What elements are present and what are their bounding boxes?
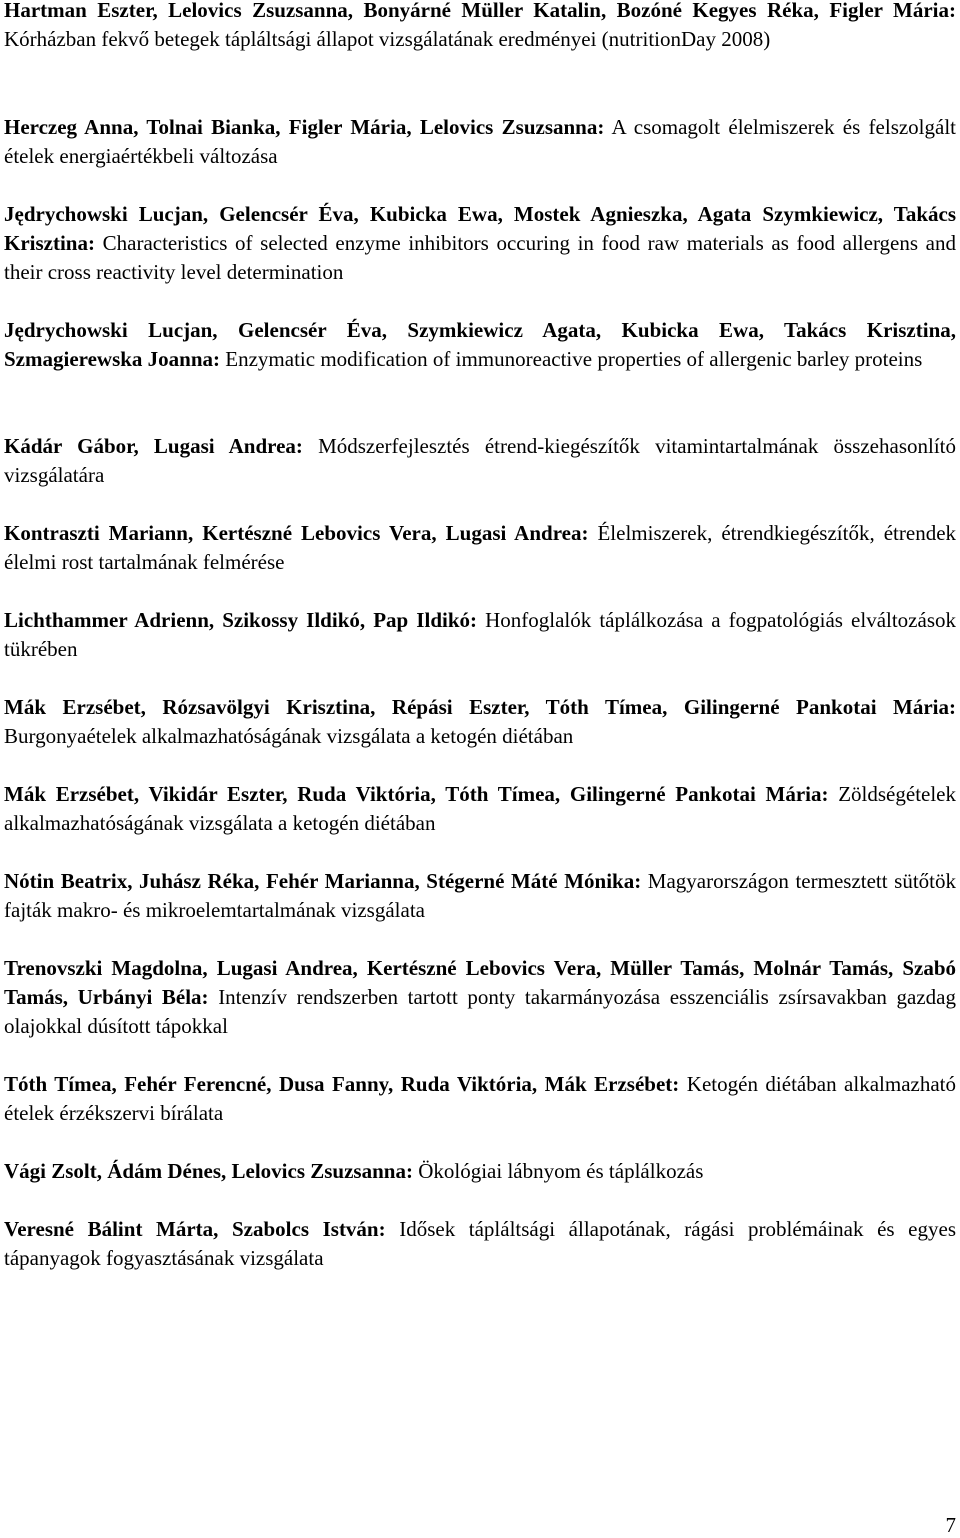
entry-title: Enzymatic modification of immunoreactive properties of allergenic barley proteins bbox=[225, 347, 923, 371]
entry-title: Élelmiszerek, étrendkiegészítők, étrendek élelmi rost tartalmának felmérése bbox=[4, 521, 957, 574]
page-number: 7 bbox=[945, 1513, 956, 1537]
list-item bbox=[4, 954, 956, 1041]
list-item bbox=[4, 867, 956, 925]
entry-authors: Kontraszti Mariann, Kertészné Lebovics Vera, Lugasi Andrea: bbox=[4, 521, 589, 545]
entry-title: Módszerfejlesztés étrend-kiegészítők vitamintartalmának összehasonlító vizsgálatára bbox=[4, 434, 956, 487]
entry-authors: Mák Erzsébet, Vikidár Eszter, Ruda Viktória, Tóth Tímea, Gilingerné Pankotai Mária: bbox=[4, 782, 829, 806]
list-item bbox=[4, 1070, 956, 1128]
list-item bbox=[4, 0, 956, 54]
list-item bbox=[4, 693, 956, 751]
entry-title: Burgonyaételek alkalmazhatóságának vizsgálata a ketogén diétában bbox=[4, 724, 574, 748]
list-item bbox=[4, 316, 956, 374]
entry-title: Ketogén diétában alkalmazható ételek érzékszervi bírálata bbox=[4, 1072, 957, 1125]
entry-title: Kórházban fekvő betegek tápláltsági állapot vizsgálatának eredményei (nutritionDay 2008) bbox=[4, 27, 771, 51]
list-item bbox=[4, 780, 956, 838]
entry-authors: Lichthammer Adrienn, Szikossy Ildikó, Pap Ildikó: bbox=[4, 608, 478, 632]
entry-authors: Mák Erzsébet, Rózsavölgyi Krisztina, Répási Eszter, Tóth Tímea, Gilingerné Pankotai Mária: bbox=[4, 695, 956, 719]
entry-title: Zöldségételek alkalmazhatóságának vizsgálata a ketogén diétában bbox=[4, 782, 957, 835]
entry-authors: Herczeg Anna, Tolnai Bianka, Figler Mária, Lelovics Zsuzsanna: bbox=[4, 115, 605, 139]
list-item bbox=[4, 432, 956, 490]
entry-title: Ökológiai lábnyom és táplálkozás bbox=[418, 1159, 704, 1183]
entry-title: Honfoglalók táplálkozása a fogpatológiás elváltozások tükrében bbox=[4, 608, 956, 661]
entry-authors: Nótin Beatrix, Juhász Réka, Fehér Marianna, Stégerné Máté Mónika: bbox=[4, 869, 642, 893]
entry-title: Idősek tápláltsági állapotának, rágási problémáinak és egyes tápanyagok fogyasztásának vizsgálata bbox=[4, 1217, 956, 1270]
entry-authors: Trenovszki Magdolna, Lugasi Andrea, Kertészné Lebovics Vera, Müller Tamás, Molnár Tamás, Szabó Tamás, Urbányi Béla: bbox=[4, 956, 956, 1009]
list-item bbox=[4, 1215, 956, 1273]
document-page bbox=[4, 0, 956, 1537]
entry-authors: Jędrychowski Lucjan, Gelencsér Éva, Kubicka Ewa, Mostek Agnieszka, Agata Szymkiewicz, Takács Krisztina: bbox=[4, 202, 956, 255]
entry-title: Magyarországon termesztett sütőtök fajták makro- és mikroelemtartalmának vizsgálata bbox=[4, 869, 957, 922]
list-item bbox=[4, 200, 956, 287]
entry-title: A csomagolt élelmiszerek és felszolgált ételek energiaértékbeli változása bbox=[4, 115, 957, 168]
entry-authors: Tóth Tímea, Fehér Ferencné, Dusa Fanny, Ruda Viktória, Mák Erzsébet: bbox=[4, 1072, 680, 1096]
entry-authors: Hartman Eszter, Lelovics Zsuzsanna, Bonyárné Müller Katalin, Bozóné Kegyes Réka, Figler Mária: bbox=[4, 0, 956, 22]
entry-authors: Kádár Gábor, Lugasi Andrea: bbox=[4, 434, 303, 458]
entry-authors: Veresné Bálint Márta, Szabolcs István: bbox=[4, 1217, 386, 1241]
list-item bbox=[4, 1157, 956, 1186]
entry-title: Characteristics of selected enzyme inhibitors occuring in food raw materials as food allergens and their cross reactivity level determination bbox=[4, 231, 957, 284]
list-item bbox=[4, 519, 956, 577]
entry-authors: Jędrychowski Lucjan, Gelencsér Éva, Szymkiewicz Agata, Kubicka Ewa, Takács Krisztina, Szmagierewska Joanna: bbox=[4, 318, 956, 371]
entry-title: Intenzív rendszerben tartott ponty takarmányozása esszenciális zsírsavakban gazdag olajokkal dúsított tápokkal bbox=[4, 985, 956, 1038]
list-item bbox=[4, 606, 956, 664]
entry-authors: Vági Zsolt, Ádám Dénes, Lelovics Zsuzsanna: bbox=[4, 1159, 413, 1183]
list-item bbox=[4, 113, 956, 171]
